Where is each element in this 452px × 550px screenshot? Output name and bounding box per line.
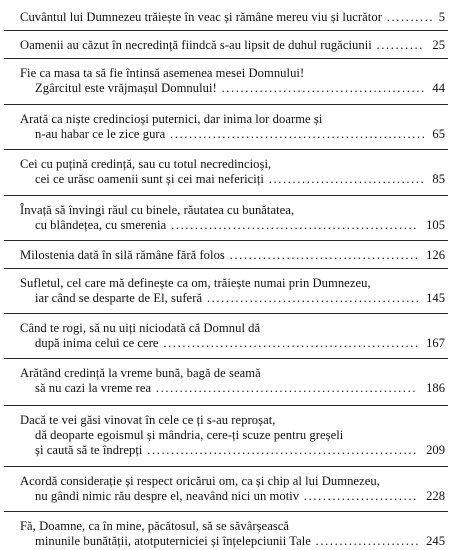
toc-entry-title-line	[20, 321, 260, 336]
divider-line	[4, 358, 448, 359]
toc-entry-page-number: 44	[432, 81, 445, 95]
toc-entry[interactable]	[0, 157, 452, 187]
dot-leader: ...........................................	[216, 81, 426, 95]
toc-entry-title-text: Oamenii au căzut în necredință fiindcă s-au lipsit de duhul rugăciunii	[20, 38, 372, 52]
divider-line	[4, 313, 448, 314]
toc-entry-title-line	[20, 10, 434, 25]
toc-entry-title-line	[20, 276, 371, 291]
divider-line	[4, 268, 448, 269]
toc-entry-title-line	[20, 203, 294, 218]
toc-entry-title-text: iar când se desparte de El, suferă	[35, 291, 203, 305]
toc-entry-title-text: și caută să te îndrepți	[35, 443, 143, 457]
toc-entry-title-text: Cei cu puțină credință, sau cu totul necredincioși,	[20, 157, 272, 171]
toc-entry-title-text: Acordă considerație și respect oricărui om, ca și chip al lui Dumnezeu,	[20, 474, 380, 488]
toc-entry-title-line	[35, 489, 418, 504]
divider-line	[4, 405, 448, 406]
dot-leader: ......................................................	[165, 127, 427, 141]
dot-leader: ....................................................	[166, 218, 418, 232]
toc-entry[interactable]	[0, 413, 452, 458]
toc-entry-title-line	[20, 519, 289, 534]
toc-entry-page-number: 85	[432, 172, 445, 186]
toc-entry-title-line	[35, 336, 420, 351]
toc-entry-title-text: cei ce urăsc oamenii sunt și cei mai nefericiți	[35, 172, 264, 186]
dot-leader: ..........	[381, 10, 435, 24]
dot-leader: ..........	[371, 38, 425, 52]
toc-entry-page-number: 5	[438, 10, 445, 24]
toc-entry-title-text: după inima celui ce cere	[35, 336, 159, 350]
toc-entry-page-number: 167	[426, 336, 445, 350]
toc-entry-title-text: Sufletul, cel care mă definește ca om, trăiește numai prin Dumnezeu,	[20, 276, 371, 290]
toc-entry-title-line	[20, 248, 420, 263]
toc-entry-title-text: dă deoparte egoismul și mândria, cere-ți scuze pentru greșeli	[35, 428, 344, 442]
toc-entry-title-line	[35, 534, 420, 549]
dot-leader: ......................	[310, 534, 421, 548]
toc-entry-title-line	[20, 38, 424, 53]
toc-entry[interactable]	[0, 321, 452, 351]
toc-entry-page-number: 105	[426, 218, 445, 232]
toc-entry[interactable]	[0, 112, 452, 142]
toc-entry-title-line	[35, 291, 421, 306]
divider-line	[4, 58, 448, 59]
toc-entry-title-text: să nu cazi la vreme rea	[35, 381, 152, 395]
dot-leader: ........................	[299, 489, 418, 503]
toc-entry-title-text: cu blândețea, cu smerenia	[35, 218, 167, 232]
divider-line	[4, 30, 448, 31]
dot-leader: .............................................	[202, 291, 421, 305]
toc-entry[interactable]	[0, 203, 452, 233]
toc-entry-page-number: 245	[426, 534, 445, 548]
toc-entry-title-line	[20, 474, 380, 489]
toc-entry-page-number: 209	[426, 443, 445, 457]
divider-line	[4, 195, 448, 196]
divider-line	[4, 511, 448, 512]
divider-line	[4, 104, 448, 105]
toc-entry[interactable]	[0, 276, 452, 306]
toc-entry-title-line	[35, 218, 418, 233]
dot-leader: ......................................................	[158, 336, 420, 350]
toc-entry-title-line	[20, 413, 275, 428]
toc-entry-title-line	[35, 127, 426, 142]
toc-entry-title-line	[20, 112, 322, 127]
toc-entry-page-number: 126	[426, 248, 445, 262]
toc-entry-title-line	[20, 157, 271, 172]
toc-entry-title-line	[35, 381, 417, 396]
toc-entry-title-line	[35, 428, 343, 443]
toc-entry-page-number: 145	[426, 291, 445, 305]
toc-entry[interactable]	[0, 474, 452, 504]
dot-leader: ........................................	[224, 248, 420, 262]
toc-entry-title-text: Dacă te vei găsi vinovat în cele ce ți s-au reproșat,	[20, 413, 276, 427]
toc-entry-title-text: Arată ca niște credincioși puternici, dar inima lor doarme și	[20, 112, 323, 126]
toc-entry[interactable]	[0, 66, 452, 96]
toc-entry-title-line	[35, 443, 418, 458]
toc-entry-title-text: minunile bunătății, atotputerniciei și înțelepciunii Tale	[35, 534, 311, 548]
toc-entry-title-text: nu gândi nimic rău despre el, neavând nici un motiv	[35, 489, 300, 503]
divider-line	[4, 149, 448, 150]
toc-entry-page-number: 25	[432, 38, 445, 52]
toc-entry-title-line	[20, 66, 304, 81]
toc-entry-title-line	[35, 81, 426, 96]
toc-entry-title-text: Fie ca masa ta să fie întinsă asemenea mesei Domnului!	[20, 66, 305, 80]
dot-leader: .................................	[263, 172, 426, 186]
toc-entry-title-text: Milostenia dată în silă rămâne fără folos	[20, 248, 225, 262]
toc-entry[interactable]	[0, 248, 452, 263]
divider-line	[4, 466, 448, 467]
toc-entry[interactable]	[0, 10, 452, 25]
toc-entry-title-line	[35, 172, 425, 187]
toc-entry[interactable]	[0, 38, 452, 53]
dot-leader: .........................................................	[142, 443, 418, 457]
toc-entry[interactable]	[0, 519, 452, 549]
dot-leader: .......................................................	[151, 381, 418, 395]
toc-entry-title-text: Zgârcitul este vrăjmașul Domnului!	[35, 81, 217, 95]
toc-entry[interactable]	[0, 366, 452, 396]
toc-entry-title-text: Fă, Doamne, ca în mine, păcătosul, să se săvârșească	[20, 519, 290, 533]
toc-entry-page-number: 186	[426, 381, 445, 395]
toc-entry-page-number: 65	[432, 127, 445, 141]
toc-entry-title-line	[20, 366, 261, 381]
toc-entry-title-text: Învață să învingi răul cu binele, răutatea cu bunătatea,	[20, 203, 295, 217]
toc-entry-page-number: 228	[426, 489, 445, 503]
divider-line	[4, 240, 448, 241]
toc-entry-title-text: Arătând credință la vreme bună, bagă de seamă	[20, 366, 261, 380]
toc-entry-title-text: Când te rogi, să nu uiți niciodată că Domnul dă	[20, 321, 261, 335]
toc-entry-title-text: n-au habar ce le zice gura	[35, 127, 166, 141]
toc-entry-title-text: Cuvântul lui Dumnezeu trăiește în veac și rămâne mereu viu și lucrător	[20, 10, 382, 24]
